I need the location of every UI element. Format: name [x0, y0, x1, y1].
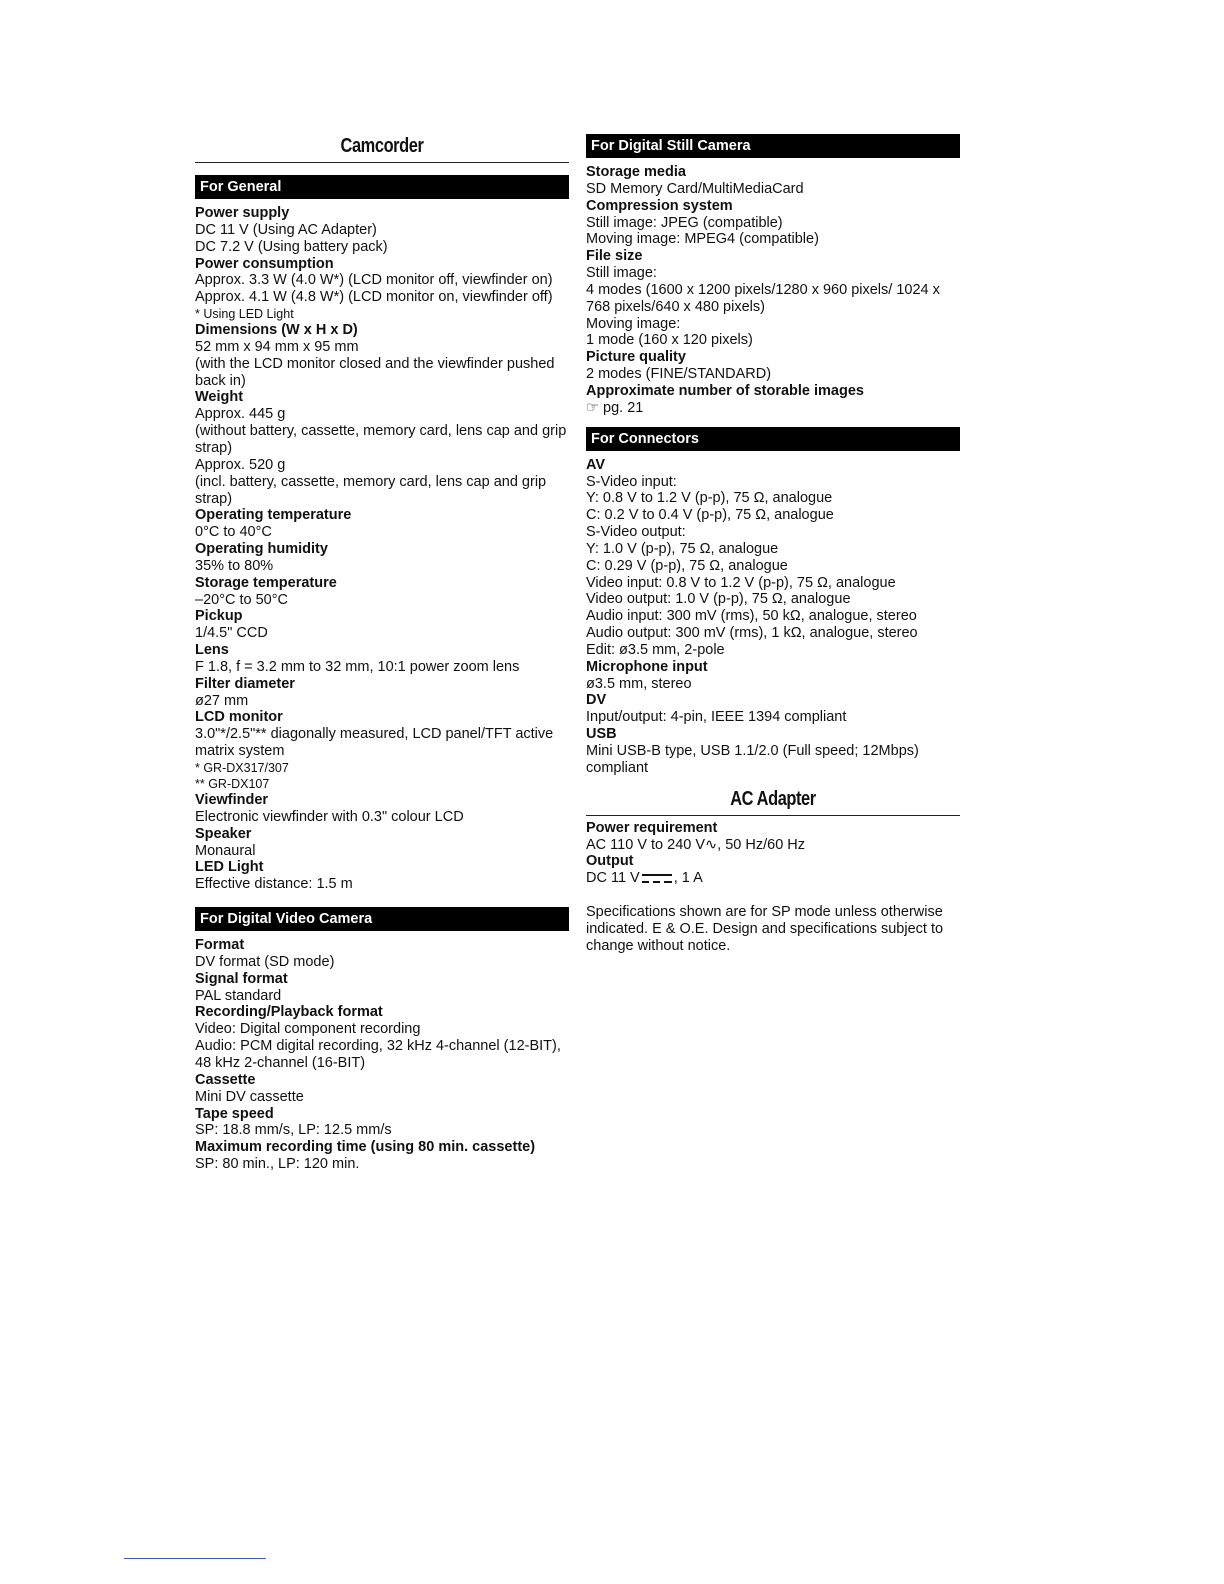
connector-spec-value: Input/output: 4-pin, IEEE 1394 compliant — [586, 709, 847, 726]
power-requirement-label: Power requirement — [586, 819, 718, 836]
general-spec-label: Operating temperature — [195, 507, 352, 524]
general-spec-label: Power supply — [195, 205, 290, 221]
general-spec-value: 1/4.5" CCD — [195, 625, 268, 642]
general-spec-label: Speaker — [195, 825, 252, 842]
connector-spec-label: AV — [586, 456, 606, 473]
ac-adapter-rule — [586, 815, 960, 816]
connectors-spec-list — [586, 457, 960, 777]
video-spec-value: Mini DV cassette — [195, 1088, 304, 1105]
still-spec-value: Still image: — [586, 265, 657, 282]
general-spec-list — [195, 205, 569, 893]
connector-spec-label: USB — [586, 726, 617, 743]
still-spec-value: SD Memory Card/MultiMediaCard — [586, 180, 804, 197]
video-spec-value: Audio: PCM digital recording, 32 kHz 4-channel (12-BIT), 48 kHz 2-channel (16-BIT) — [195, 1038, 561, 1071]
still-spec-label: Approximate number of storable images — [586, 382, 864, 399]
general-spec-label: Storage temperature — [195, 574, 337, 591]
still-heading: For Digital Still Camera — [586, 134, 960, 158]
general-spec-label: Operating humidity — [195, 541, 328, 558]
power-requirement-value: AC 110 V to 240 V∿, 50 Hz/60 Hz — [586, 836, 806, 853]
still-spec-label: File size — [586, 248, 643, 265]
general-spec-value: (with the LCD monitor closed and the viewfinder pushed back in) — [195, 355, 555, 389]
still-spec-value: Still image: JPEG (compatible) — [586, 214, 783, 231]
video-spec-value: SP: 80 min., LP: 120 min. — [195, 1156, 360, 1173]
specs-footnote: Specifications shown are for SP mode unless otherwise indicated. E & O.E. Design and specifications subject to change without notice. — [586, 904, 944, 954]
general-spec-value: DC 7.2 V (Using battery pack) — [195, 238, 388, 255]
connector-spec-value: Video input: 0.8 V to 1.2 V (p-p), 75 Ω, analogue — [586, 574, 896, 591]
connector-spec-label: DV — [586, 692, 607, 709]
connector-spec-label: Microphone input — [586, 658, 708, 675]
general-spec-value: ø27 mm — [195, 692, 249, 709]
general-spec-value: Approx. 3.3 W (4.0 W*) (LCD monitor off, viewfinder on) — [195, 272, 553, 289]
still-spec-label: Picture quality — [586, 349, 686, 366]
output-suffix: , 1 A — [673, 870, 703, 887]
general-spec-label: Weight — [195, 389, 244, 406]
general-spec-note: * GR-DX317/307 — [195, 761, 289, 775]
connector-spec-value: S-Video input: — [586, 473, 677, 490]
connector-spec-value: C: 0.2 V to 0.4 V (p-p), 75 Ω, analogue — [586, 507, 834, 524]
still-spec-value: Moving image: — [586, 315, 681, 332]
video-spec-label: Format — [195, 937, 245, 954]
general-spec-value: Monaural — [195, 842, 256, 859]
general-spec-label: LCD monitor — [195, 709, 283, 726]
video-spec-value: DV format (SD mode) — [195, 953, 335, 970]
dc-symbol-icon — [642, 872, 672, 884]
connector-spec-value: ø3.5 mm, stereo — [586, 675, 692, 692]
bottom-rule — [124, 1558, 266, 1559]
general-spec-value: Electronic viewfinder with 0.3" colour LCD — [195, 808, 464, 825]
general-spec-value: 35% to 80% — [195, 557, 274, 574]
general-spec-value: Effective distance: 1.5 m — [195, 876, 353, 893]
left-column — [195, 134, 569, 1173]
video-spec-label: Signal format — [195, 970, 288, 987]
general-spec-value: 0°C to 40°C — [195, 524, 272, 541]
output-label: Output — [586, 853, 634, 870]
general-spec-label: Dimensions (W x H x D) — [195, 322, 358, 339]
general-spec-value: (incl. battery, cassette, memory card, lens cap and grip strap) — [195, 473, 547, 507]
video-heading: For Digital Video Camera — [195, 907, 569, 931]
connector-spec-value: Video output: 1.0 V (p-p), 75 Ω, analogue — [586, 591, 851, 608]
video-spec-value: PAL standard — [195, 987, 282, 1004]
video-spec-label: Tape speed — [195, 1105, 274, 1122]
video-spec-label: Recording/Playback format — [195, 1004, 383, 1021]
video-spec-value: SP: 18.8 mm/s, LP: 12.5 mm/s — [195, 1122, 392, 1139]
connector-spec-value: S-Video output: — [586, 524, 686, 541]
general-spec-label: Pickup — [195, 608, 243, 625]
video-spec-label: Maximum recording time (using 80 min. cassette) — [195, 1139, 536, 1156]
camcorder-title: Camcorder — [340, 135, 424, 157]
still-spec-value: 2 modes (FINE/STANDARD) — [586, 366, 772, 383]
video-spec-value: Video: Digital component recording — [195, 1021, 421, 1038]
general-spec-value: –20°C to 50°C — [195, 591, 289, 608]
connectors-heading: For Connectors — [586, 427, 960, 451]
general-spec-value: 3.0"*/2.5"** diagonally measured, LCD panel/TFT active matrix system — [195, 726, 554, 760]
still-spec-value: 1 mode (160 x 120 pixels) — [586, 332, 753, 349]
connector-spec-value: Y: 0.8 V to 1.2 V (p-p), 75 Ω, analogue — [586, 490, 833, 507]
output-prefix: DC 11 V — [586, 870, 640, 887]
ac-adapter-specs — [586, 820, 960, 887]
general-spec-value: 52 mm x 94 mm x 95 mm — [195, 338, 359, 355]
general-spec-label: Filter diameter — [195, 675, 295, 692]
general-spec-value: F 1.8, f = 3.2 mm to 32 mm, 10:1 power zoom lens — [195, 658, 520, 675]
still-spec-label: Storage media — [586, 164, 686, 180]
connector-spec-value: Y: 1.0 V (p-p), 75 Ω, analogue — [586, 540, 779, 557]
connector-spec-value: C: 0.29 V (p-p), 75 Ω, analogue — [586, 557, 788, 574]
output-value — [586, 870, 960, 887]
video-spec-label: Cassette — [195, 1071, 256, 1088]
general-spec-value: DC 11 V (Using AC Adapter) — [195, 221, 377, 238]
connector-spec-value: Edit: ø3.5 mm, 2-pole — [586, 641, 725, 658]
connector-spec-value: Audio output: 300 mV (rms), 1 kΩ, analogue, stereo — [586, 625, 918, 642]
still-spec-value: ☞ pg. 21 — [586, 399, 644, 416]
video-spec-list — [195, 937, 569, 1173]
general-spec-value: Approx. 445 g — [195, 406, 286, 423]
still-spec-value: Moving image: MPEG4 (compatible) — [586, 231, 819, 248]
general-spec-value: Approx. 4.1 W (4.8 W*) (LCD monitor on, viewfinder off) — [195, 289, 553, 306]
connector-spec-value: Mini USB-B type, USB 1.1/2.0 (Full speed; 12Mbps) compliant — [586, 743, 919, 776]
general-spec-label: Power consumption — [195, 255, 334, 272]
title-rule — [195, 162, 569, 163]
still-spec-label: Compression system — [586, 197, 733, 214]
connector-spec-value: Audio input: 300 mV (rms), 50 kΩ, analogue, stereo — [586, 608, 917, 625]
general-spec-value: (without battery, cassette, memory card, lens cap and grip strap) — [195, 423, 567, 456]
general-spec-note: * Using LED Light — [195, 307, 294, 322]
general-spec-value: Approx. 520 g — [195, 456, 286, 473]
still-spec-list — [586, 164, 960, 417]
general-spec-note: ** GR-DX107 — [195, 777, 270, 791]
general-spec-label: Viewfinder — [195, 792, 269, 808]
right-column — [586, 134, 960, 955]
general-spec-label: Lens — [195, 642, 229, 659]
ac-adapter-title: AC Adapter — [730, 787, 816, 810]
still-spec-value: 4 modes (1600 x 1200 pixels/1280 x 960 pixels/ 1024 x 768 pixels/640 x 480 pixels) — [586, 281, 940, 315]
general-heading: For General — [195, 175, 569, 199]
general-spec-label: LED Light — [195, 859, 264, 876]
